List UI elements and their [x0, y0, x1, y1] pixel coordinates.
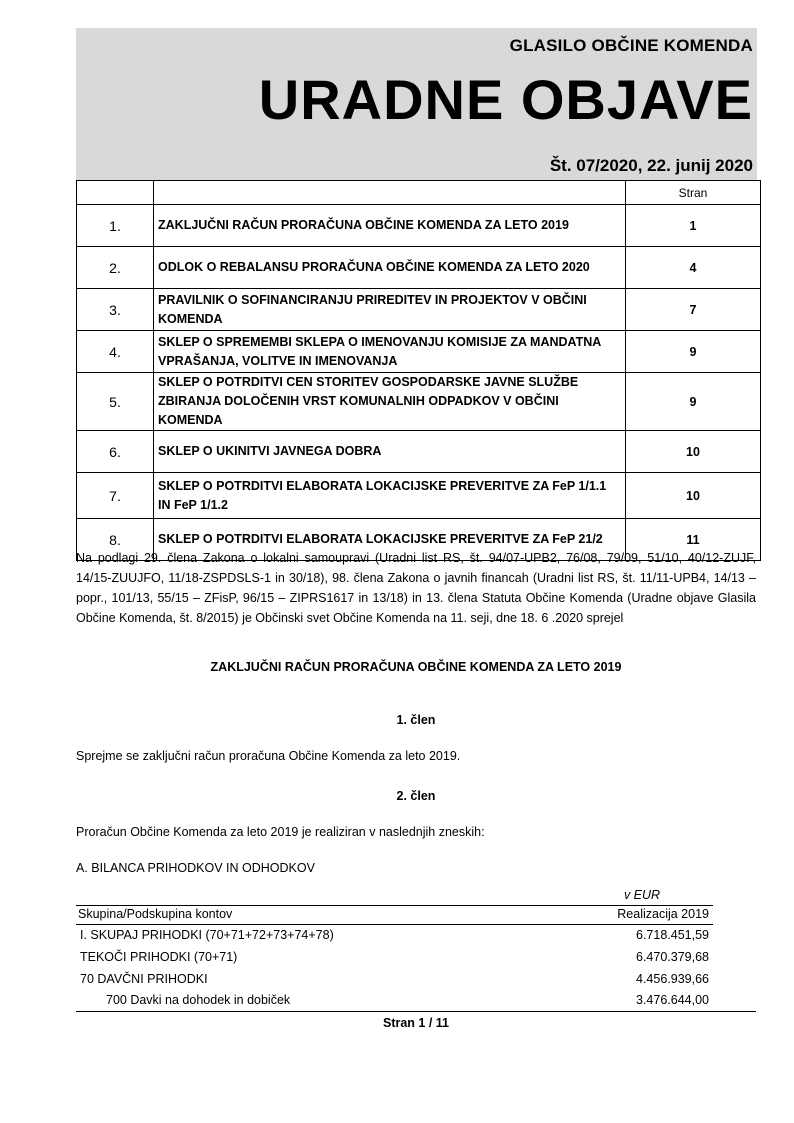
toc-title: SKLEP O POTRDITVI ELABORATA LOKACIJSKE PREVERITVE ZA FeP 21/2: [154, 519, 626, 561]
toc-page-header: Stran: [626, 181, 761, 205]
table-of-contents: [76, 180, 761, 561]
toc-row: [77, 473, 761, 519]
toc-num: 8.: [77, 519, 154, 561]
toc-title: ZAKLJUČNI RAČUN PRORAČUNA OBČINE KOMENDA ZA LETO 2019: [154, 205, 626, 247]
document-title: ZAKLJUČNI RAČUN PRORAČUNA OBČINE KOMENDA ZA LETO 2019: [210, 660, 622, 674]
article-1-heading: 1. člen: [396, 713, 436, 727]
row-value: 6.470.379,68: [636, 950, 709, 964]
issue-line: Št. 07/2020, 22. junij 2020: [549, 156, 753, 175]
footer-divider: [76, 1011, 756, 1012]
toc-page: 10: [626, 431, 761, 473]
toc-num: 1.: [77, 205, 154, 247]
legal-basis-paragraph: Na podlagi 29. člena Zakona o lokalni samoupravi (Uradni list RS, št. 94/07-UPB2, 76/08, 79/09, 51/10, 40/12-ZUJF, 14/15-ZUUJFO, 11/18-ZSPDSLS-1 in 30/18), 98. člena Zakona o javnih financah (Uradni list RS, št. 11/11-UPB4, 14/13 – popr., 101/13, 55/15 – ZFisP, 96/15 – ZIPRS1617 in 13/18) in 13. člena Statuta Občine Komenda (Uradne objave Glasila Občine Komenda, št. 8/2015) je Občinski svet Občine Komenda na 11. seji, dne 18. 6 .2020 sprejel: [76, 551, 756, 625]
toc-page: 11: [626, 519, 761, 561]
toc-page: 1: [626, 205, 761, 247]
toc-row: [77, 289, 761, 331]
toc-header-row: [77, 181, 761, 205]
toc-num: 2.: [77, 247, 154, 289]
table-row: [76, 991, 713, 1011]
row-value: 6.718.451,59: [636, 928, 709, 942]
article-2-text: Proračun Občine Komenda za leto 2019 je realiziran v naslednjih zneskih:: [76, 825, 485, 839]
toc-page: 4: [626, 247, 761, 289]
header-band: [76, 28, 757, 180]
row-value: 4.456.939,66: [636, 972, 709, 986]
balance-table-header: [76, 905, 713, 925]
toc-num: 7.: [77, 473, 154, 519]
row-label: I. SKUPAJ PRIHODKI (70+71+72+73+74+78): [80, 928, 334, 942]
toc-page: 7: [626, 289, 761, 331]
toc-num: 4.: [77, 331, 154, 373]
publication-name: GLASILO OBČINE KOMENDA: [509, 36, 753, 55]
toc-title: SKLEP O UKINITVI JAVNEGA DOBRA: [154, 431, 626, 473]
toc-row: [77, 331, 761, 373]
toc-title: SKLEP O POTRDITVI CEN STORITEV GOSPODARSKE JAVNE SLUŽBE ZBIRANJA DOLOČENIH VRST KOMUNALNIH ODPADKOV V OBČINI KOMENDA: [154, 373, 626, 431]
row-label: 70 DAVČNI PRIHODKI: [80, 972, 208, 986]
row-label: 700 Davki na dohodek in dobiček: [106, 993, 291, 1007]
balance-heading: A. BILANCA PRIHODKOV IN ODHODKOV: [76, 861, 315, 875]
toc-title: PRAVILNIK O SOFINANCIRANJU PRIREDITEV IN PROJEKTOV V OBČINI KOMENDA: [154, 289, 626, 331]
balance-col-account: Skupina/Podskupina kontov: [78, 907, 233, 921]
toc-title: SKLEP O SPREMEMBI SKLEPA O IMENOVANJU KOMISIJE ZA MANDATNA VPRAŠANJA, VOLITVE IN IMENOVANJA: [154, 331, 626, 373]
table-row: [76, 948, 713, 968]
toc-title: ODLOK O REBALANSU PRORAČUNA OBČINE KOMENDA ZA LETO 2020: [154, 247, 626, 289]
balance-col-realization: Realizacija 2019: [617, 907, 709, 921]
table-row: [76, 926, 713, 946]
toc-num: 3.: [77, 289, 154, 331]
row-label: TEKOČI PRIHODKI (70+71): [80, 950, 238, 964]
toc-page: 9: [626, 373, 761, 431]
article-2-heading: 2. člen: [396, 789, 436, 803]
toc-row: [77, 373, 761, 431]
toc-num: 6.: [77, 431, 154, 473]
article-1-text: Sprejme se zaključni račun proračuna Občine Komenda za leto 2019.: [76, 749, 461, 763]
table-row: [76, 970, 713, 990]
publication-title: URADNE OBJAVE: [258, 68, 753, 131]
page-number: Stran 1 / 11: [382, 1016, 449, 1030]
currency-label: v EUR: [623, 888, 661, 902]
toc-page: 9: [626, 331, 761, 373]
row-value: 3.476.644,00: [636, 993, 709, 1007]
toc-row: [77, 431, 761, 473]
toc-page: 10: [626, 473, 761, 519]
toc-title: SKLEP O POTRDITVI ELABORATA LOKACIJSKE PREVERITVE ZA FeP 1/1.1 IN FeP 1/1.2: [154, 473, 626, 519]
toc-row: [77, 205, 761, 247]
toc-row: [77, 247, 761, 289]
toc-num: 5.: [77, 373, 154, 431]
